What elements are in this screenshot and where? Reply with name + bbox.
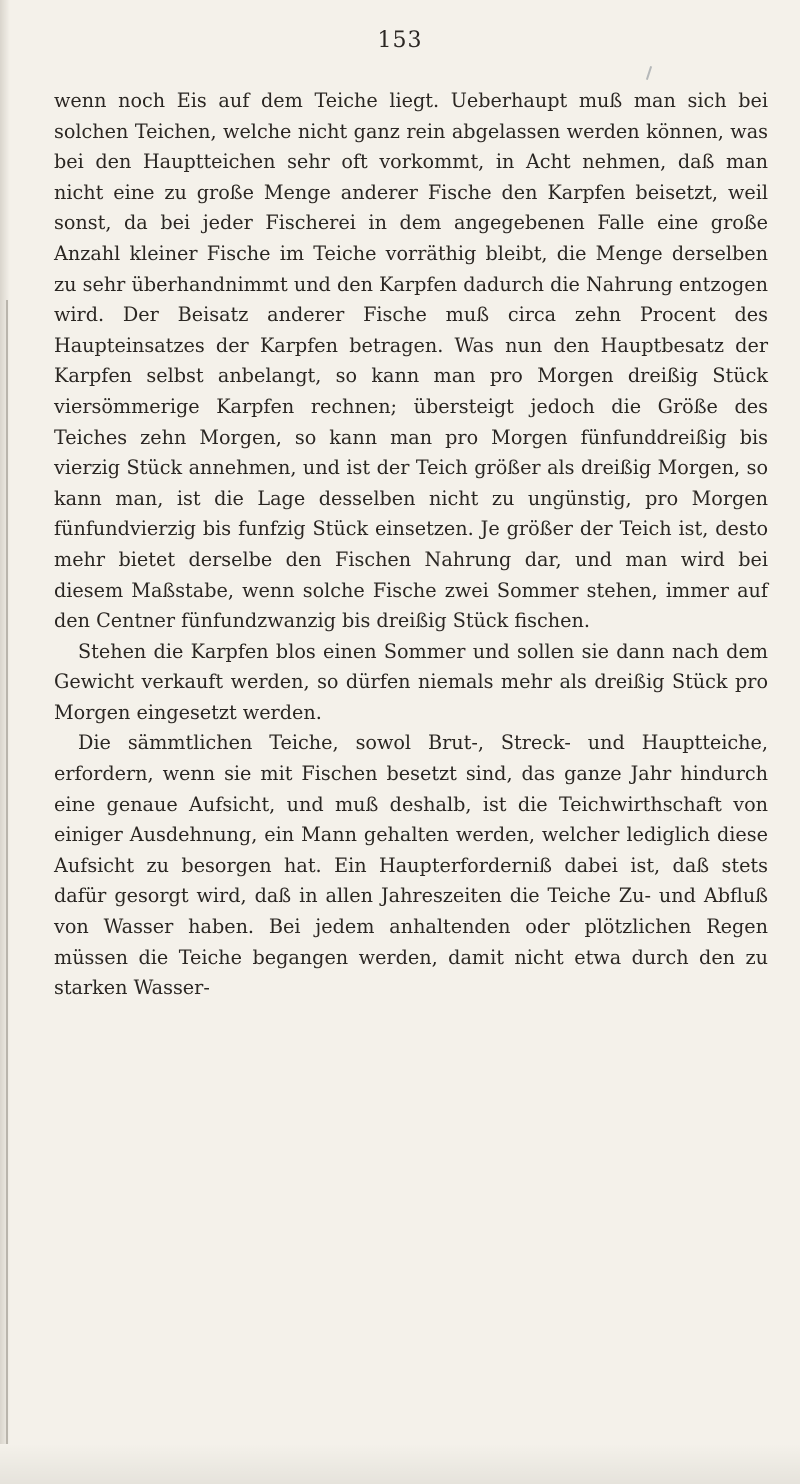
binding-line: [6, 300, 8, 1484]
body-text: [54, 86, 768, 1004]
paragraph-2: Stehen die Karpfen blos einen Sommer und sollen sie dann nach dem Gewicht verkauft werden, so dürfen niemals mehr als dreißig Stück pro Morgen eingesetzt werden.: [54, 639, 768, 724]
paragraph-1: wenn noch Eis auf dem Teiche liegt. Ueberhaupt muß man sich bei solchen Teichen, welche nicht ganz rein abgelassen werden können, was bei den Hauptteichen sehr oft vorkommt, in Acht nehmen, daß man nicht eine zu große Menge anderer Fische den Karpfen beisetzt, weil sonst, da bei jeder Fischerei in dem angegebenen Falle eine große Anzahl kleiner Fische im Teiche vorräthig bleibt, die Menge derselben zu sehr überhandnimmt und den Karpfen dadurch die Nahrung entzogen wird. Der Beisatz anderer Fische muß circa zehn Procent des Haupteinsatzes der Karpfen betragen. Was nun den Hauptbesatz der Karpfen selbst anbelangt, so kann man pro Morgen dreißig Stück viersömmerige Karpfen rechnen; übersteigt jedoch die Größe des Teiches zehn Morgen, so kann man pro Morgen fünfunddreißig bis vierzig Stück annehmen, und ist der Teich größer als dreißig Morgen, so kann man, ist die Lage desselben nicht zu ungünstig, pro Morgen fünfundvierzig bis funfzig Stück einsetzen. Je größer der Teich ist, desto mehr bietet derselbe den Fischen Nahrung dar, und man wird bei diesem Maßstabe, wenn solche Fische zwei Sommer stehen, immer auf den Centner fünfundzwanzig bis dreißig Stück fischen.: [54, 89, 768, 633]
paragraph-3: Die sämmtlichen Teiche, sowol Brut-, Streck- und Hauptteiche, erfordern, wenn sie mit Fischen besetzt sind, das ganze Jahr hindurch eine genaue Aufsicht, und muß deshalb, ist die Teichwirthschaft von einiger Ausdehnung, ein Mann gehalten werden, welcher lediglich diese Aufsicht zu besorgen hat. Ein Haupterforderniß dabei ist, daß stets dafür gesorgt wird, daß in allen Jahreszeiten die Teiche Zu- und Abfluß von Wasser haben. Bei jedem anhaltenden oder plötzlichen Regen müssen die Teiche begangen werden, damit nicht etwa durch den zu starken Wasser-: [54, 731, 768, 1000]
page-number: 153: [377, 28, 423, 53]
page-binding-edge: [0, 0, 10, 1484]
pencil-mark: [646, 66, 652, 80]
page-bottom-shadow: [0, 1444, 800, 1484]
